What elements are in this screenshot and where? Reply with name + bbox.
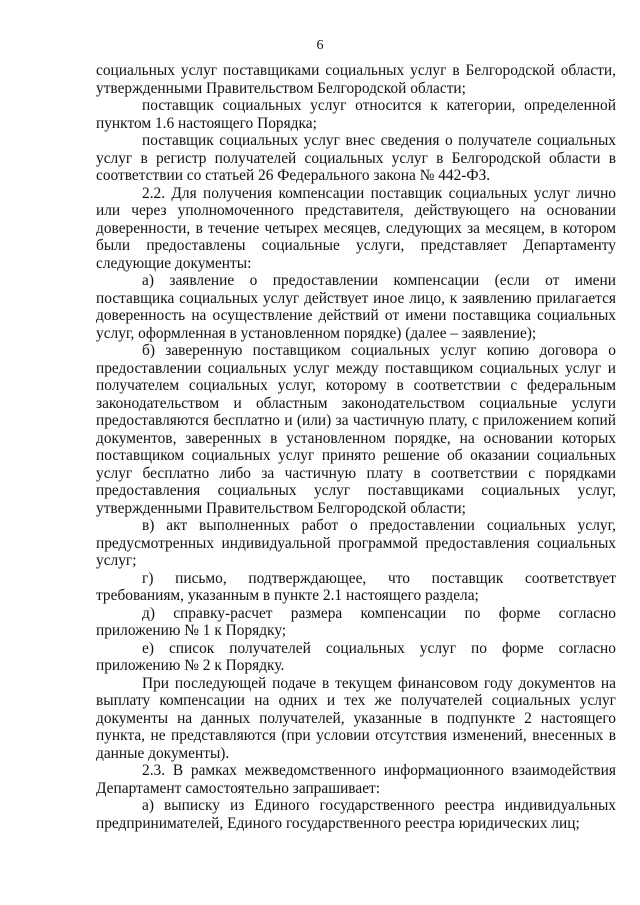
paragraph: а) заявление о предоставлении компенсации (если от имени поставщика социальных услуг действует иное лицо, к заявлению прилагается доверенность на осуществление действий от имени поставщика социальных услуг, оформленная в установленном порядке) (далее – заявление); bbox=[96, 272, 616, 342]
paragraph: поставщик социальных услуг внес сведения о получателе социальных услуг в регистр получателей социальных услуг в Белгородской области в соответствии со статьей 26 Федерального закона № 442-ФЗ. bbox=[96, 132, 616, 184]
paragraph: 2.2. Для получения компенсации поставщик социальных услуг лично или через уполномоченного представителя, действующего на основании доверенности, в течение четырех месяцев, следующих за месяцем, в котором были предоставлены социальные услуги, представляет Департаменту следующие документы: bbox=[96, 184, 616, 272]
paragraph: д) справку-расчет размера компенсации по форме согласно приложению № 1 к Порядку; bbox=[96, 604, 616, 639]
paragraph: е) список получателей социальных услуг по форме согласно приложению № 2 к Порядку. bbox=[96, 639, 616, 674]
paragraph: б) заверенную поставщиком социальных услуг копию договора о предоставлении социальных услуг между поставщиком социальных услуг и получателем социальных услуг, которому в соответствии с федеральным законодательством и областным законодательством социальные услуги предоставляются бесплатно и (или) за частичную плату, с приложением копий документов, заверенных в установленном порядке, на основании которых поставщиком социальных услуг принято решение об оказании социальных услуг бесплатно либо за частичную плату в соответствии с порядками предоставления социальных услуг поставщиками социальных услуг, утвержденными Правительством Белгородской области; bbox=[96, 342, 616, 517]
page-number: 6 bbox=[316, 38, 324, 53]
paragraph: При последующей подаче в текущем финансовом году документов на выплату компенсации на одних и тех же получателей социальных услуг документы на данных получателей, указанные в подпункте 2 настоящего пункта, не представляются (при условии отсутствия изменений, внесенных в данные документы). bbox=[96, 674, 616, 762]
paragraph: а) выписку из Единого государственного реестра индивидуальных предпринимателей, Единого государственного реестра юридических лиц; bbox=[96, 797, 616, 832]
paragraph: социальных услуг поставщиками социальных услуг в Белгородской области, утвержденными Правительством Белгородской области; bbox=[96, 62, 616, 97]
paragraph: г) письмо, подтверждающее, что поставщик соответствует требованиям, указанным в пункте 2.1 настоящего раздела; bbox=[96, 569, 616, 604]
paragraph: в) акт выполненных работ о предоставлении социальных услуг, предусмотренных индивидуальной программой предоставления социальных услуг; bbox=[96, 517, 616, 569]
paragraph: поставщик социальных услуг относится к категории, определенной пунктом 1.6 настоящего Порядка; bbox=[96, 97, 616, 132]
document-body bbox=[96, 62, 616, 832]
paragraph: 2.3. В рамках межведомственного информационного взаимодействия Департамент самостоятельно запрашивает: bbox=[96, 762, 616, 797]
